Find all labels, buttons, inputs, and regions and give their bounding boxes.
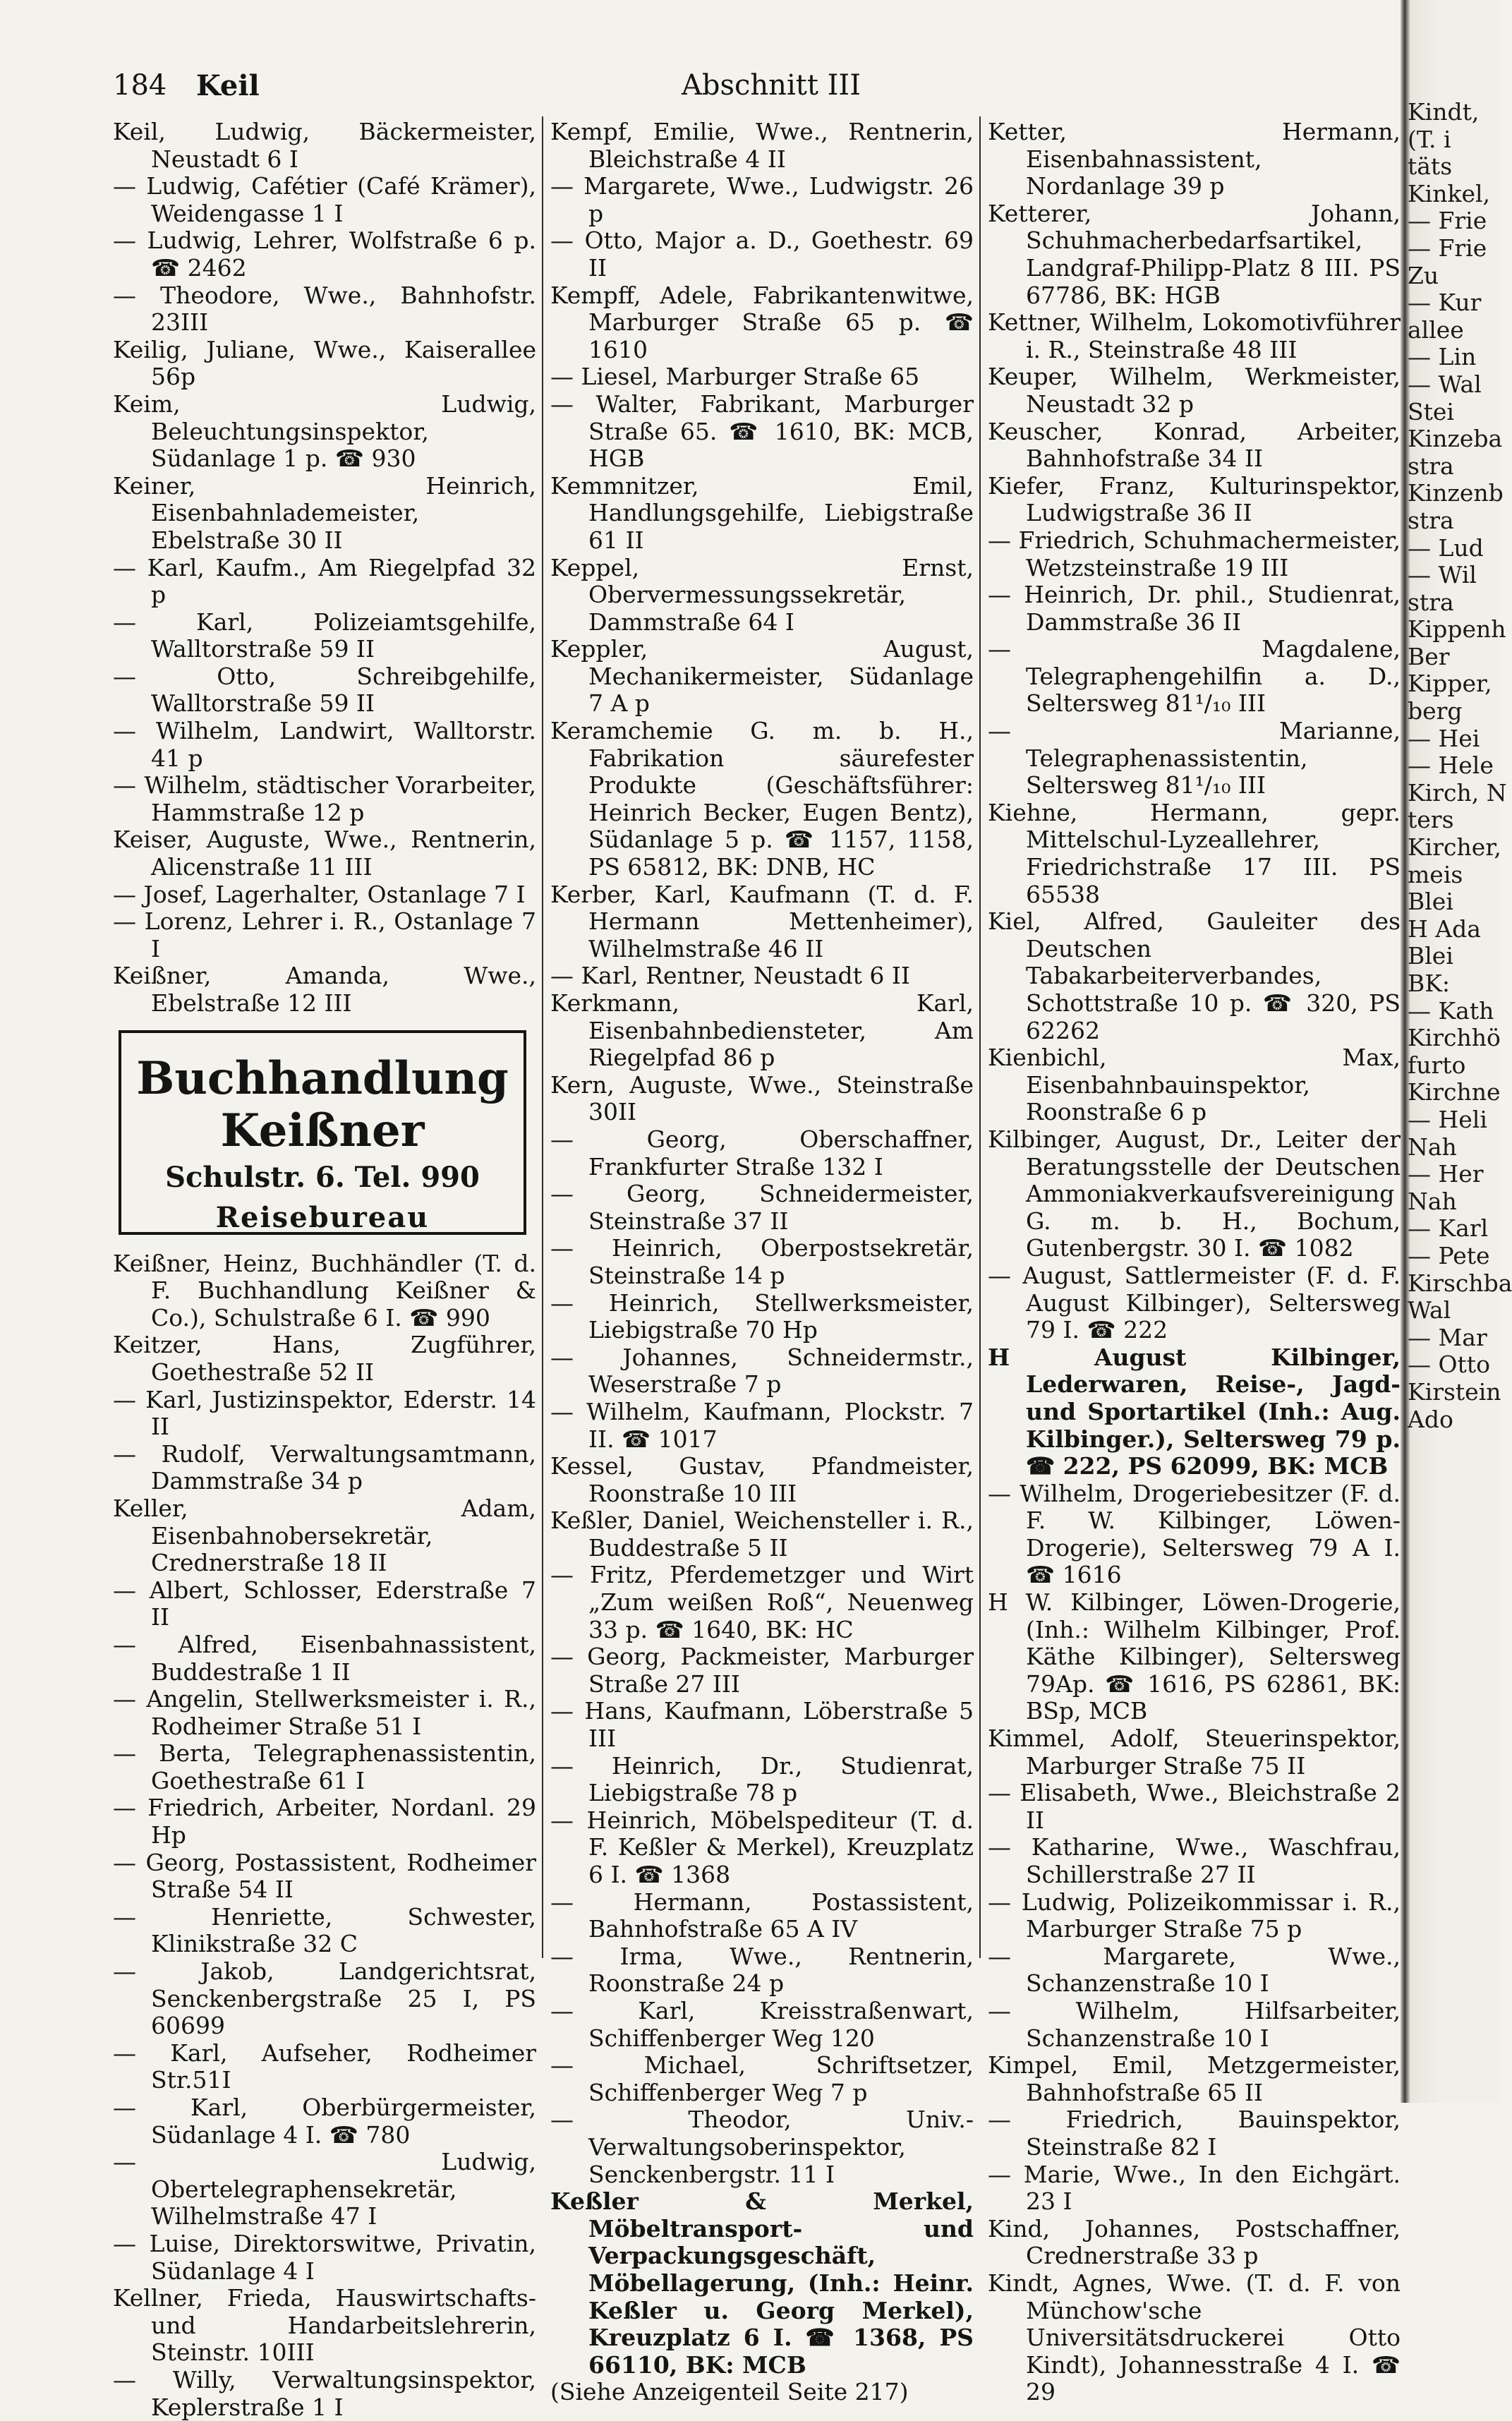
directory-entry: Kerber, Karl, Kaufmann (T. d. F. Hermann Mettenheimer), Wilhelmstraße 46 II	[550, 880, 974, 962]
directory-entry: — Marianne, Telegraphenassistentin, Seltersweg 81¹/₁₀ III	[988, 717, 1401, 799]
edge-fragment: allee	[1408, 315, 1464, 344]
directory-entry: — Karl, Aufseher, Rodheimer Str.51I	[113, 2039, 536, 2094]
edge-fragment: stra	[1408, 452, 1454, 480]
directory-entry: — Karl, Kaufm., Am Riegelpfad 32 p	[113, 553, 536, 609]
edge-fragment: — Lin	[1408, 343, 1477, 371]
directory-entry: — Georg, Packmeister, Marburger Straße 27 III	[550, 1643, 974, 1698]
directory-entry: — Karl, Kreisstraßenwart, Schiffenberger Weg 120	[550, 1996, 974, 2052]
directory-entry: — Ludwig, Obertelegraphensekretär, Wilhelmstraße 47 I	[113, 2148, 536, 2230]
directory-entry: Keuper, Wilhelm, Werkmeister, Neustadt 32 p	[988, 363, 1401, 418]
edge-fragment: Ber	[1408, 642, 1450, 670]
directory-entry: — Friedrich, Schuhmachermeister, Wetzsteinstraße 19 III	[988, 526, 1401, 581]
directory-entry: — Heinrich, Möbelspediteur (T. d. F. Keßler & Merkel), Kreuzplatz 6 I. ☎ 1368	[550, 1806, 974, 1888]
directory-entry: — Irma, Wwe., Rentnerin, Roonstraße 24 p	[550, 1942, 974, 1998]
edge-fragment: — Hele	[1408, 751, 1494, 780]
edge-fragment: — Wil	[1408, 561, 1477, 589]
directory-entry: Kimpel, Emil, Metzgermeister, Bahnhofstraße 65 II	[988, 2051, 1401, 2106]
column-3	[988, 119, 1401, 2406]
header-keyword: Keil	[196, 69, 260, 102]
edge-fragment: — Wal	[1408, 370, 1482, 398]
directory-entry: Kellner, Frieda, Hauswirtschafts- und Handarbeitslehrerin, Steinstr. 10III	[113, 2284, 536, 2367]
directory-entry: Kiehne, Hermann, gepr. Mittelschul-Lyzeallehrer, Friedrichstraße 17 III. PS 65538	[988, 798, 1401, 908]
edge-fragment: Blei	[1408, 888, 1453, 916]
directory-entry: — Walter, Fabrikant, Marburger Straße 65. ☎ 1610, BK: MCB, HGB	[550, 390, 974, 473]
directory-entry: — Johannes, Schneidermstr., Weserstraße 7 p	[550, 1343, 974, 1399]
ad-service: Reisebureau	[215, 1200, 430, 1234]
directory-entry: — Theodore, Wwe., Bahnhofstr. 23III	[113, 281, 536, 337]
entry-list	[113, 1250, 536, 2421]
directory-entry: — Michael, Schriftsetzer, Schiffenberger Weg 7 p	[550, 2051, 974, 2106]
directory-entry: — Henriette, Schwester, Klinikstraße 32 C	[113, 1902, 536, 1958]
directory-entry: — Wilhelm, Drogeriebesitzer (F. d. F. W. Kilbinger, Löwen-Drogerie), Seltersweg 79 A I. ☎ 1616	[988, 1479, 1401, 1589]
directory-entry: — Heinrich, Dr., Studienrat, Liebigstraße 78 p	[550, 1751, 974, 1807]
edge-fragment: meis	[1408, 860, 1463, 888]
page-header	[113, 69, 1397, 111]
directory-entry: — Georg, Schneidermeister, Steinstraße 37 II	[550, 1180, 974, 1235]
directory-entry: Kempff, Adele, Fabrikantenwitwe, Marburger Straße 65 p. ☎ 1610	[550, 281, 974, 363]
edge-fragment: Kipper,	[1408, 670, 1492, 698]
directory-entry: Kiefer, Franz, Kulturinspektor, Ludwigstraße 36 II	[988, 471, 1401, 527]
directory-entry: Keiner, Heinrich, Eisenbahnlademeister, Ebelstraße 30 II	[113, 471, 536, 554]
entry-list	[988, 1480, 1401, 2406]
edge-fragment: stra	[1408, 588, 1454, 616]
directory-entry: Kiel, Alfred, Gauleiter des Deutschen Tabakarbeiterverbandes, Schottstraße 10 p. ☎ 320, PS 62262	[988, 907, 1401, 1044]
column-divider	[542, 116, 543, 1958]
directory-entry: — Lorenz, Lehrer i. R., Ostanlage 7 I	[113, 907, 536, 962]
edge-fragment: — Frie	[1408, 207, 1487, 235]
directory-entry: — Liesel, Marburger Straße 65	[550, 363, 920, 391]
edge-fragment: Kinkel,	[1408, 179, 1491, 207]
directory-entry: Keppler, August, Mechanikermeister, Südanlage 7 A p	[550, 635, 974, 718]
ad-title: Buchhandlung	[136, 1051, 509, 1105]
adjacent-page-fragment	[1408, 98, 1512, 1433]
edge-fragment: — Frie	[1408, 234, 1487, 262]
directory-entry: Keilig, Juliane, Wwe., Kaiserallee 56p	[113, 335, 536, 391]
edge-fragment: Zu	[1408, 261, 1439, 289]
edge-fragment: stra	[1408, 506, 1454, 534]
entry-list	[550, 119, 974, 2188]
directory-entry: Keller, Adam, Eisenbahnobersekretär, Crednerstraße 18 II	[113, 1494, 536, 1577]
edge-fragment: Kirchne	[1408, 1078, 1501, 1106]
directory-entry: — Karl, Oberbürgermeister, Südanlage 4 I. ☎ 780	[113, 2094, 536, 2149]
advertisement-box	[119, 1030, 526, 1235]
edge-fragment: — Pete	[1408, 1241, 1490, 1269]
directory-entry: Kimmel, Adolf, Steuerinspektor, Marburger Straße 75 II	[988, 1725, 1401, 1780]
directory-entry: — Heinrich, Dr. phil., Studienrat, Dammstraße 36 II	[988, 581, 1401, 636]
ad-name: Keißner	[220, 1104, 425, 1157]
edge-fragment: Kinzeba	[1408, 425, 1503, 453]
directory-entry: — Georg, Postassistent, Rodheimer Straße 54 II	[113, 1848, 536, 1904]
directory-entry: Kienbichl, Max, Eisenbahnbauinspektor, Roonstraße 6 p	[988, 1044, 1401, 1126]
directory-entry: Kemmnitzer, Emil, Handlungsgehilfe, Liebigstraße 61 II	[550, 471, 974, 554]
directory-entry: — Otto, Major a. D., Goethestr. 69 II	[550, 227, 974, 282]
directory-entry: — Katharine, Wwe., Waschfrau, Schillerstraße 27 II	[988, 1833, 1401, 1888]
entry-list	[113, 119, 536, 1018]
edge-fragment: ters	[1408, 806, 1454, 834]
column-1	[113, 119, 536, 2421]
edge-fragment: Ado	[1408, 1405, 1453, 1433]
edge-fragment: Blei	[1408, 942, 1453, 970]
entry-note: (Siehe Anzeigenteil Seite 217)	[550, 2378, 909, 2406]
edge-fragment: Kirschba	[1408, 1269, 1512, 1297]
directory-entry: — Elisabeth, Wwe., Bleichstraße 2 II	[988, 1779, 1401, 1834]
edge-fragment: Nah	[1408, 1187, 1457, 1215]
directory-entry: — Heinrich, Oberpostsekretär, Steinstraße 14 p	[550, 1234, 974, 1289]
ad-address: Schulstr. 6. Tel. 990	[165, 1160, 480, 1194]
edge-fragment: Kirch, N	[1408, 778, 1507, 807]
directory-entry: — Ludwig, Lehrer, Wolfstraße 6 p. ☎ 2462	[113, 227, 536, 282]
directory-entry: — Margarete, Wwe., Schanzenstraße 10 I	[988, 1942, 1401, 1998]
edge-fragment: — Kath	[1408, 996, 1494, 1025]
directory-entry: Keramchemie G. m. b. H., Fabrikation säurefester Produkte (Geschäftsführer: Heinrich Becker, Eugen Bentz), Südanlage 5 p. ☎ 1157, 1158, PS 65812, BK: DNB, HC	[550, 717, 974, 881]
directory-entry: — Karl, Polizeiamtsgehilfe, Walltorstraße 59 II	[113, 608, 536, 663]
directory-entry: — Hans, Kaufmann, Löberstraße 5 III	[550, 1697, 974, 1753]
directory-entry: Ketter, Hermann, Eisenbahnassistent, Nordanlage 39 p	[988, 118, 1401, 200]
directory-entry: Keim, Ludwig, Beleuchtungsinspektor, Südanlage 1 p. ☎ 930	[113, 390, 536, 473]
directory-entry: — Friedrich, Bauinspektor, Steinstraße 82 I	[988, 2106, 1401, 2161]
directory-entry: — Magdalene, Telegraphengehilfin a. D., Seltersweg 81¹/₁₀ III	[988, 635, 1401, 718]
directory-entry: — Luise, Direktorswitwe, Privatin, Südanlage 4 I	[113, 2229, 536, 2285]
directory-entry: — Wilhelm, Landwirt, Walltorstr. 41 p	[113, 717, 536, 772]
edge-fragment: — Karl	[1408, 1214, 1489, 1243]
directory-entry: — Albert, Schlosser, Ederstraße 7 II	[113, 1576, 536, 1631]
edge-fragment: — Kur	[1408, 289, 1482, 317]
directory-entry: — Wilhelm, Kaufmann, Plockstr. 7 II. ☎ 1017	[550, 1397, 974, 1453]
directory-entry: — Willy, Verwaltungsinspektor, Keplerstraße 1 I	[113, 2365, 536, 2421]
directory-entry: Keißner, Heinz, Buchhändler (T. d. F. Buchhandlung Keißner & Co.), Schulstraße 6 I. ☎ 990	[113, 1249, 536, 1332]
directory-entry: Keuscher, Konrad, Arbeiter, Bahnhofstraße 34 II	[988, 417, 1401, 473]
directory-entry: — Marie, Wwe., In den Eichgärt. 23 I	[988, 2160, 1401, 2216]
directory-entry: — Otto, Schreibgehilfe, Walltorstraße 59 II	[113, 662, 536, 718]
column-divider	[979, 116, 981, 1958]
edge-fragment: Stei	[1408, 397, 1454, 425]
edge-fragment: berg	[1408, 697, 1463, 725]
directory-entry: — Angelin, Stellwerksmeister i. R., Rodheimer Straße 51 I	[113, 1685, 536, 1740]
directory-entry: — Fritz, Pferdemetzger und Wirt „Zum weißen Roß“, Neuenweg 33 p. ☎ 1640, BK: HC	[550, 1561, 974, 1643]
column-2	[550, 119, 974, 2406]
directory-entry: — Hermann, Postassistent, Bahnhofstraße 65 A IV	[550, 1888, 974, 1943]
edge-fragment: Kircher,	[1408, 833, 1501, 862]
directory-entry: — Wilhelm, Hilfsarbeiter, Schanzenstraße 10 I	[988, 1996, 1401, 2052]
edge-fragment: — Her	[1408, 1160, 1484, 1188]
edge-fragment: Kinzenb	[1408, 479, 1504, 507]
directory-entry: Kind, Johannes, Postschaffner, Crednerstraße 33 p	[988, 2214, 1401, 2270]
directory-entry: Ketterer, Johann, Schuhmacherbedarfsartikel, Landgraf-Philipp-Platz 8 III. PS 67786, BK: HGB	[988, 199, 1401, 309]
directory-entry: — Karl, Justizinspektor, Ederstr. 14 II	[113, 1385, 536, 1441]
directory-entry: Kettner, Wilhelm, Lokomotivführer i. R., Steinstraße 48 III	[988, 308, 1401, 363]
directory-entry: — Heinrich, Stellwerksmeister, Liebigstraße 70 Hp	[550, 1288, 974, 1344]
page-number: 184	[113, 69, 167, 102]
entry-list	[988, 119, 1401, 1344]
directory-entry: — Georg, Oberschaffner, Frankfurter Straße 132 I	[550, 1125, 974, 1181]
directory-entry: — Rudolf, Verwaltungsamtmann, Dammstraße 34 p	[113, 1439, 536, 1495]
directory-entry: Keißner, Amanda, Wwe., Ebelstraße 12 III	[113, 962, 536, 1017]
directory-entry: — August, Sattlermeister (F. d. F. August Kilbinger), Seltersweg 79 I. ☎ 222	[988, 1261, 1401, 1344]
edge-fragment: — Otto	[1408, 1351, 1490, 1379]
edge-fragment: — Hei	[1408, 724, 1480, 752]
directory-entry: — Theodor, Univ.-Verwaltungsoberinspektor, Senckenbergstr. 11 I	[550, 2106, 974, 2188]
edge-fragment: BK:	[1408, 970, 1451, 997]
edge-fragment: — Heli	[1408, 1105, 1487, 1133]
directory-entry: — Berta, Telegraphenassistentin, Goethestraße 61 I	[113, 1739, 536, 1794]
directory-entry: — Josef, Lagerhalter, Ostanlage 7 I	[113, 880, 526, 908]
directory-entry: Kerkmann, Karl, Eisenbahnbediensteter, Am Riegelpfad 86 p	[550, 989, 974, 1072]
directory-entry: Kindt, Agnes, Wwe. (T. d. F. von Münchow'sche Universitätsdruckerei Otto Kindt), Johannesstraße 4 I. ☎ 29	[988, 2269, 1401, 2406]
directory-entry: Kessel, Gustav, Pfandmeister, Roonstraße 10 III	[550, 1452, 974, 1507]
directory-entry: H W. Kilbinger, Löwen-Drogerie, (Inh.: Wilhelm Kilbinger, Prof. Käthe Kilbinger), Seltersweg 79Ap. ☎ 1616, PS 62861, BK: BSp, MCB	[988, 1588, 1401, 1725]
directory-entry: Kempf, Emilie, Wwe., Rentnerin, Bleichstraße 4 II	[550, 118, 974, 173]
directory-entry: — Friedrich, Arbeiter, Nordanl. 29 Hp	[113, 1794, 536, 1849]
directory-entry: Keppel, Ernst, Obervermessungssekretär, Dammstraße 64 I	[550, 553, 974, 636]
directory-entry: — Ludwig, Polizeikommissar i. R., Marburger Straße 75 p	[988, 1888, 1401, 1943]
directory-entry: — Wilhelm, städtischer Vorarbeiter, Hammstraße 12 p	[113, 771, 536, 826]
directory-entry: — Karl, Rentner, Neustadt 6 II	[550, 962, 910, 990]
directory-entry: Kern, Auguste, Wwe., Steinstraße 30II	[550, 1070, 974, 1126]
section-title: Abschnitt III	[682, 69, 861, 102]
directory-entry: Keßler, Daniel, Weichensteller i. R., Buddestraße 5 II	[550, 1507, 974, 1562]
edge-fragment: Wal	[1408, 1296, 1451, 1324]
edge-fragment: täts	[1408, 152, 1453, 181]
directory-entry: — Alfred, Eisenbahnassistent, Buddestraße 1 II	[113, 1630, 536, 1686]
edge-fragment: Kippenh	[1408, 615, 1506, 644]
directory-entry: Keil, Ludwig, Bäckermeister, Neustadt 6 I	[113, 118, 536, 173]
directory-entry: Keitzer, Hans, Zugführer, Goethestraße 52 II	[113, 1331, 536, 1386]
edge-fragment: Kindt,	[1408, 98, 1480, 126]
directory-entry: Kilbinger, August, Dr., Leiter der Beratungsstelle der Deutschen Ammoniakverkaufsvereinigung G. m. b. H., Bochum, Gutenbergstr. 30 I. ☎ 1082	[988, 1125, 1401, 1262]
directory-entry: — Jakob, Landgerichtsrat, Senckenbergstraße 25 I, PS 60699	[113, 1957, 536, 2040]
edge-fragment: (T. i	[1408, 125, 1451, 153]
directory-entry: — Margarete, Wwe., Ludwigstr. 26 p	[550, 172, 974, 227]
entry-bold: Keßler & Merkel, Möbeltransport- und Verpackungsgeschäft, Möbellagerung, (Inh.: Heinr. Keßler u. Georg Merkel), Kreuzplatz 6 I. ☎ 1368, PS 66110, BK: MCB	[550, 2187, 974, 2379]
directory-entry: — Ludwig, Cafétier (Café Krämer), Weidengasse 1 I	[113, 172, 536, 227]
edge-fragment: furto	[1408, 1051, 1466, 1079]
edge-fragment: Nah	[1408, 1133, 1457, 1161]
entry-bold: H August Kilbinger, Lederwaren, Reise-, Jagd- und Sportartikel (Inh.: Aug. Kilbinger.), Seltersweg 79 p. ☎ 222, PS 62099, BK: MCB	[988, 1343, 1401, 1480]
directory-entry: Keiser, Auguste, Wwe., Rentnerin, Alicenstraße 11 III	[113, 826, 536, 881]
edge-fragment: H Ada	[1408, 914, 1481, 943]
edge-fragment: Kirstein	[1408, 1377, 1501, 1406]
edge-fragment: — Mar	[1408, 1323, 1487, 1351]
edge-fragment: — Lud	[1408, 533, 1484, 562]
edge-fragment: Kirchhö	[1408, 1024, 1501, 1052]
